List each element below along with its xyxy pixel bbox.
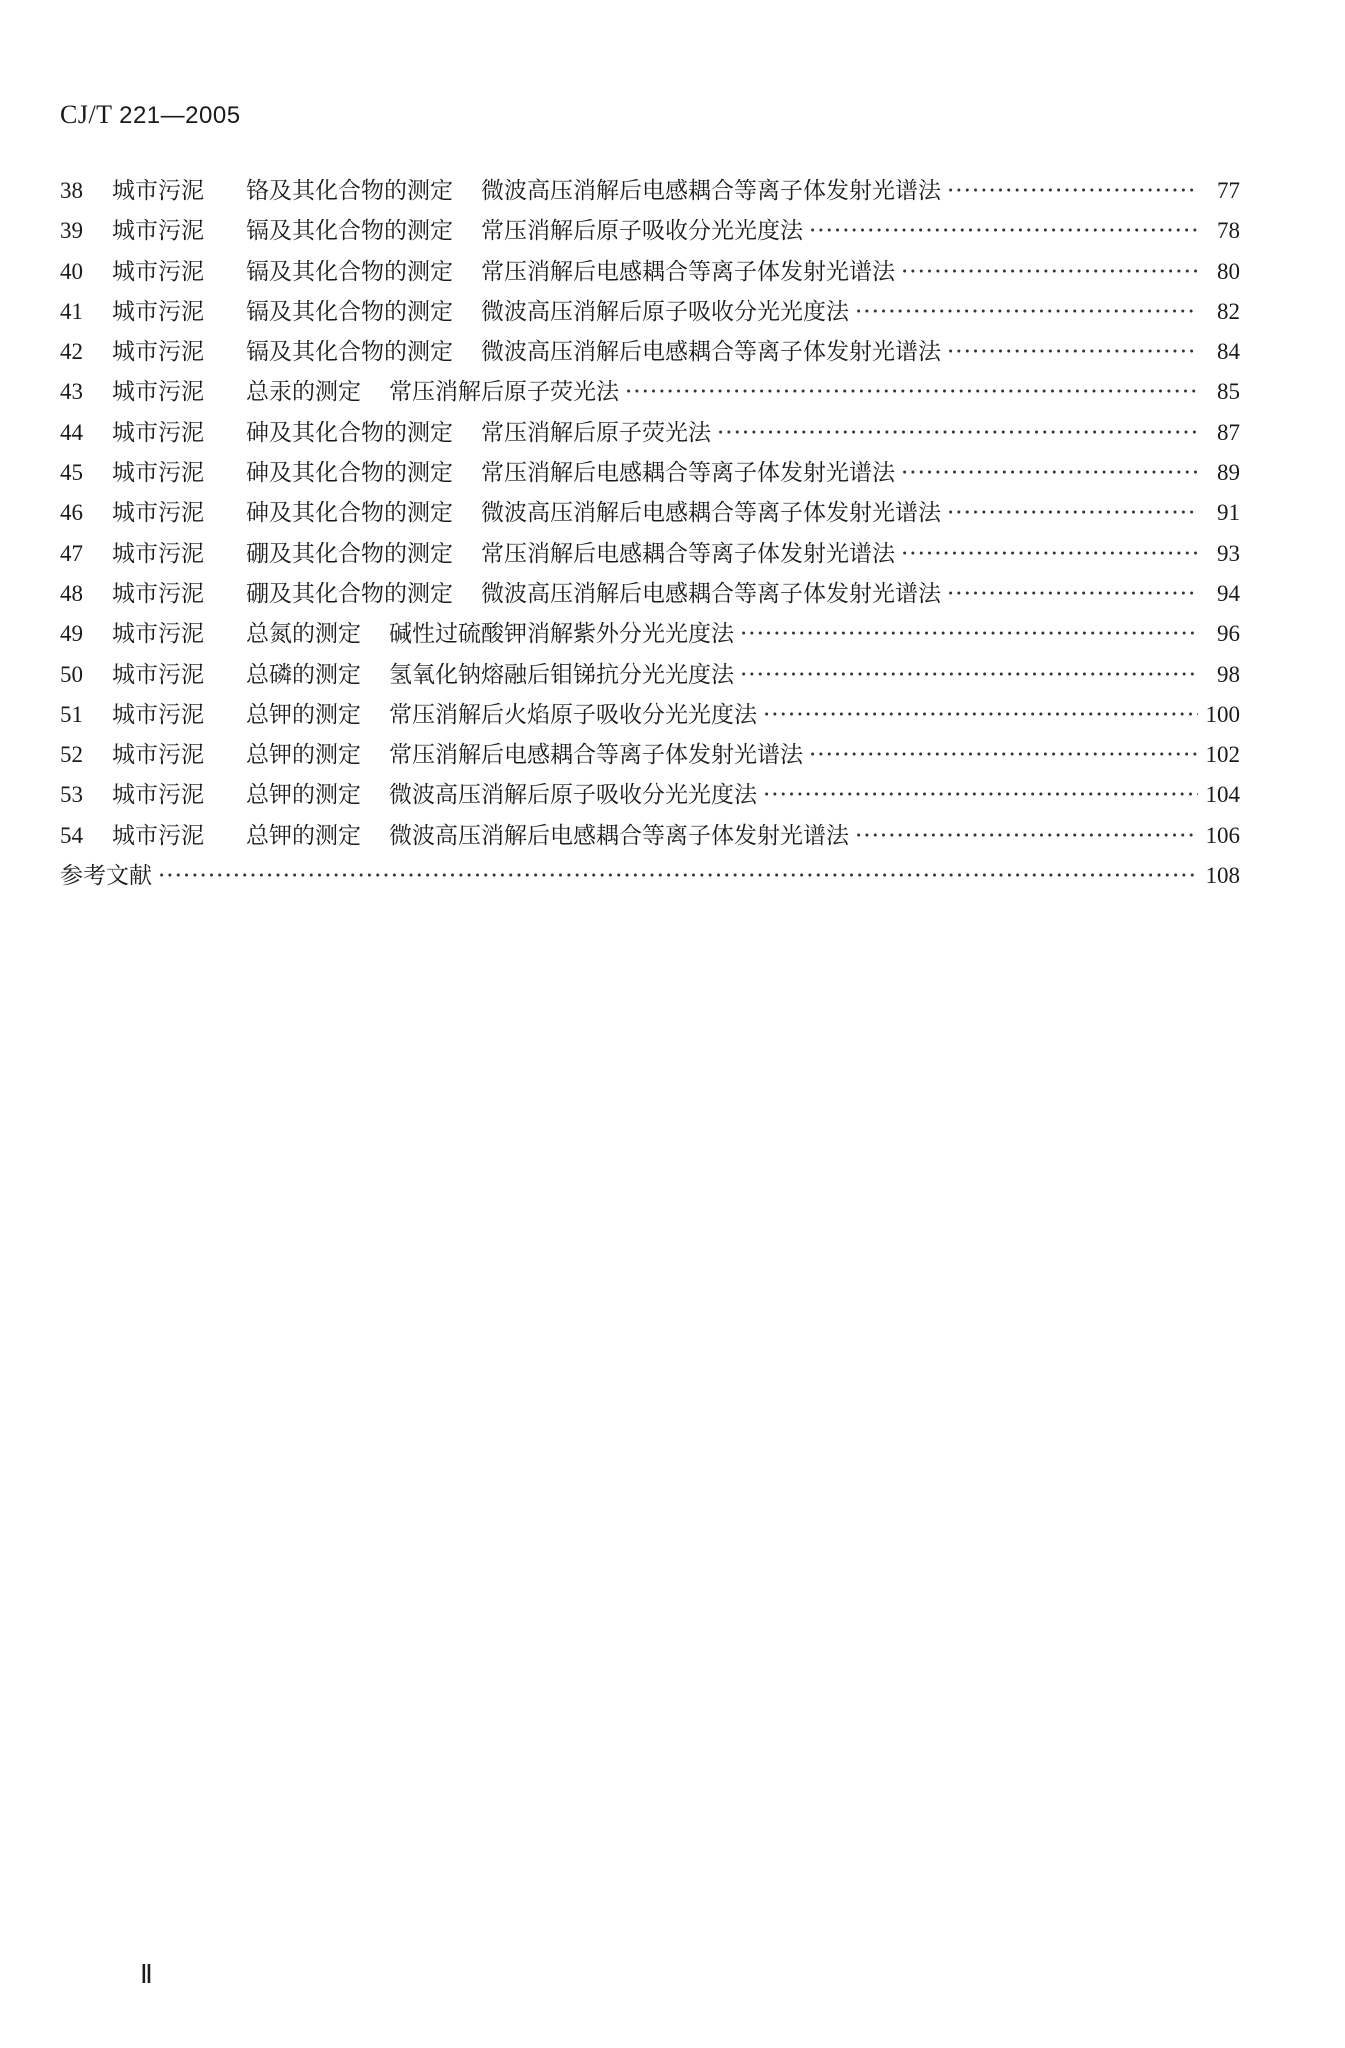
toc-entry bbox=[60, 253, 1240, 293]
toc-entry-number: 53 bbox=[60, 782, 83, 808]
toc-entry bbox=[60, 535, 1240, 575]
toc-entry-number: 51 bbox=[60, 701, 83, 727]
toc-entry-subject: 砷及其化合物的测定 bbox=[246, 419, 453, 446]
toc-entry-subject: 镉及其化合物的测定 bbox=[246, 218, 453, 245]
toc-entry-category: 城市污泥 bbox=[112, 742, 204, 769]
toc-entry-page: 91 bbox=[1217, 500, 1240, 526]
toc-entry bbox=[60, 615, 1240, 655]
toc-entry bbox=[60, 172, 1240, 212]
toc-entry-number: 47 bbox=[60, 540, 83, 566]
toc-entry-page: 93 bbox=[1217, 540, 1240, 566]
toc-entry-number: 49 bbox=[60, 621, 83, 647]
references-page: 108 bbox=[1205, 863, 1240, 889]
toc-entry-page: 98 bbox=[1217, 661, 1240, 687]
toc-entry bbox=[60, 736, 1240, 776]
toc-entry-category: 城市污泥 bbox=[112, 379, 204, 406]
toc-leader-dots bbox=[947, 581, 1198, 607]
toc-leader-dots bbox=[158, 863, 1198, 889]
toc-entry-subject: 总钾的测定 bbox=[246, 742, 361, 769]
toc-leader-dots bbox=[855, 823, 1198, 849]
table-of-contents bbox=[60, 172, 1240, 897]
toc-entry bbox=[60, 454, 1240, 494]
toc-entry-subject: 总钾的测定 bbox=[246, 701, 361, 728]
toc-entry-number: 50 bbox=[60, 661, 83, 687]
toc-entry-number: 45 bbox=[60, 460, 83, 486]
toc-entry-category: 城市污泥 bbox=[112, 540, 204, 567]
toc-entry-method: 常压消解后电感耦合等离子体发射光谱法 bbox=[481, 460, 895, 487]
toc-entry-method: 微波高压消解后电感耦合等离子体发射光谱法 bbox=[481, 580, 941, 607]
toc-entry bbox=[60, 212, 1240, 252]
toc-entry-page: 106 bbox=[1205, 822, 1240, 848]
toc-leader-dots bbox=[855, 299, 1198, 325]
standard-number: 221—2005 bbox=[119, 102, 241, 129]
references-label: 参考文献 bbox=[60, 863, 152, 890]
standard-code: CJ/T bbox=[60, 100, 113, 129]
toc-entry-subject: 镉及其化合物的测定 bbox=[246, 339, 453, 366]
toc-entry-method: 微波高压消解后电感耦合等离子体发射光谱法 bbox=[481, 178, 941, 204]
toc-entry-subject: 总磷的测定 bbox=[246, 661, 361, 688]
toc-entry-page: 77 bbox=[1217, 178, 1240, 203]
toc-leader-dots bbox=[901, 259, 1198, 285]
toc-entry-subject: 砷及其化合物的测定 bbox=[246, 460, 453, 487]
toc-entry-category: 城市污泥 bbox=[112, 178, 204, 204]
toc-entry-category: 城市污泥 bbox=[112, 218, 204, 245]
toc-leader-dots bbox=[625, 379, 1198, 405]
toc-entry-page: 100 bbox=[1205, 701, 1240, 727]
toc-entry-number: 46 bbox=[60, 500, 83, 526]
toc-entry-number: 43 bbox=[60, 379, 83, 405]
toc-entry-category: 城市污泥 bbox=[112, 298, 204, 325]
toc-references-entry bbox=[60, 857, 1240, 897]
toc-entry-number: 48 bbox=[60, 580, 83, 606]
toc-entry-method: 微波高压消解后原子吸收分光光度法 bbox=[481, 298, 849, 325]
toc-entry-number: 54 bbox=[60, 822, 83, 848]
toc-entry-category: 城市污泥 bbox=[112, 782, 204, 809]
toc-leader-dots bbox=[947, 178, 1198, 204]
toc-entry-number: 41 bbox=[60, 298, 83, 324]
toc-entry-subject: 砷及其化合物的测定 bbox=[246, 500, 453, 527]
toc-entry-category: 城市污泥 bbox=[112, 822, 204, 849]
toc-entry-method: 微波高压消解后电感耦合等离子体发射光谱法 bbox=[481, 500, 941, 527]
toc-entry-subject: 硼及其化合物的测定 bbox=[246, 580, 453, 607]
toc-leader-dots bbox=[947, 339, 1198, 365]
toc-entry-method: 常压消解后原子荧光法 bbox=[481, 419, 711, 446]
toc-entry-number: 39 bbox=[60, 218, 83, 244]
toc-entry-page: 80 bbox=[1217, 258, 1240, 284]
toc-entry-number: 52 bbox=[60, 742, 83, 768]
toc-entry-page: 104 bbox=[1205, 782, 1240, 808]
toc-entry bbox=[60, 414, 1240, 454]
toc-entry-method: 碱性过硫酸钾消解紫外分光光度法 bbox=[389, 621, 734, 648]
toc-entry bbox=[60, 494, 1240, 534]
toc-entry-category: 城市污泥 bbox=[112, 580, 204, 607]
toc-entry bbox=[60, 696, 1240, 736]
toc-entry-method: 常压消解后原子荧光法 bbox=[389, 379, 619, 406]
toc-entry-subject: 镉及其化合物的测定 bbox=[246, 298, 453, 325]
toc-entry bbox=[60, 575, 1240, 615]
toc-entry-number: 40 bbox=[60, 258, 83, 284]
toc-leader-dots bbox=[740, 662, 1198, 688]
toc-entry-number: 38 bbox=[60, 178, 83, 203]
document-header bbox=[60, 100, 241, 130]
toc-entry-page: 87 bbox=[1217, 419, 1240, 445]
toc-entry-category: 城市污泥 bbox=[112, 339, 204, 366]
toc-entry-subject: 总钾的测定 bbox=[246, 782, 361, 809]
toc-entry-page: 82 bbox=[1217, 298, 1240, 324]
toc-entry-category: 城市污泥 bbox=[112, 500, 204, 527]
toc-entry-subject: 总钾的测定 bbox=[246, 822, 361, 849]
toc-entry-method: 常压消解后电感耦合等离子体发射光谱法 bbox=[389, 742, 803, 769]
toc-leader-dots bbox=[763, 702, 1198, 728]
toc-entry-page: 94 bbox=[1217, 580, 1240, 606]
toc-entry-subject: 硼及其化合物的测定 bbox=[246, 540, 453, 567]
toc-entry-method: 常压消解后火焰原子吸收分光光度法 bbox=[389, 701, 757, 728]
toc-entry-category: 城市污泥 bbox=[112, 258, 204, 285]
toc-entry-page: 78 bbox=[1217, 218, 1240, 244]
toc-entry-number: 44 bbox=[60, 419, 83, 445]
toc-entry-category: 城市污泥 bbox=[112, 419, 204, 446]
toc-entry-subject: 铬及其化合物的测定 bbox=[246, 178, 453, 204]
toc-entry-subject: 总汞的测定 bbox=[246, 379, 361, 406]
toc-entry bbox=[60, 817, 1240, 857]
toc-entry-method: 常压消解后电感耦合等离子体发射光谱法 bbox=[481, 258, 895, 285]
toc-entry-page: 84 bbox=[1217, 339, 1240, 365]
toc-entry bbox=[60, 373, 1240, 413]
toc-entry bbox=[60, 333, 1240, 373]
toc-entry-category: 城市污泥 bbox=[112, 661, 204, 688]
toc-leader-dots bbox=[809, 742, 1198, 768]
toc-entry-method: 微波高压消解后电感耦合等离子体发射光谱法 bbox=[481, 339, 941, 366]
toc-entry-page: 85 bbox=[1217, 379, 1240, 405]
toc-entry-method: 微波高压消解后电感耦合等离子体发射光谱法 bbox=[389, 822, 849, 849]
toc-leader-dots bbox=[947, 500, 1198, 526]
page-number: Ⅱ bbox=[140, 1960, 153, 1989]
toc-entry-method: 常压消解后原子吸收分光光度法 bbox=[481, 218, 803, 245]
toc-entry-method: 常压消解后电感耦合等离子体发射光谱法 bbox=[481, 540, 895, 567]
toc-entry-category: 城市污泥 bbox=[112, 460, 204, 487]
toc-entry-subject: 镉及其化合物的测定 bbox=[246, 258, 453, 285]
toc-leader-dots bbox=[763, 782, 1198, 808]
toc-entry bbox=[60, 293, 1240, 333]
toc-entry-page: 89 bbox=[1217, 460, 1240, 486]
toc-entry bbox=[60, 776, 1240, 816]
toc-entry-subject: 总氮的测定 bbox=[246, 621, 361, 648]
toc-entry-method: 氢氧化钠熔融后钼锑抗分光光度法 bbox=[389, 661, 734, 688]
toc-leader-dots bbox=[809, 218, 1198, 244]
toc-leader-dots bbox=[901, 460, 1198, 486]
toc-leader-dots bbox=[717, 420, 1198, 446]
toc-entry-category: 城市污泥 bbox=[112, 701, 204, 728]
toc-leader-dots bbox=[740, 621, 1198, 647]
toc-entry-number: 42 bbox=[60, 339, 83, 365]
toc-entry-method: 微波高压消解后原子吸收分光光度法 bbox=[389, 782, 757, 809]
toc-entry-page: 96 bbox=[1217, 621, 1240, 647]
toc-entry bbox=[60, 656, 1240, 696]
toc-entry-category: 城市污泥 bbox=[112, 621, 204, 648]
toc-leader-dots bbox=[901, 541, 1198, 567]
toc-entry-page: 102 bbox=[1205, 742, 1240, 768]
